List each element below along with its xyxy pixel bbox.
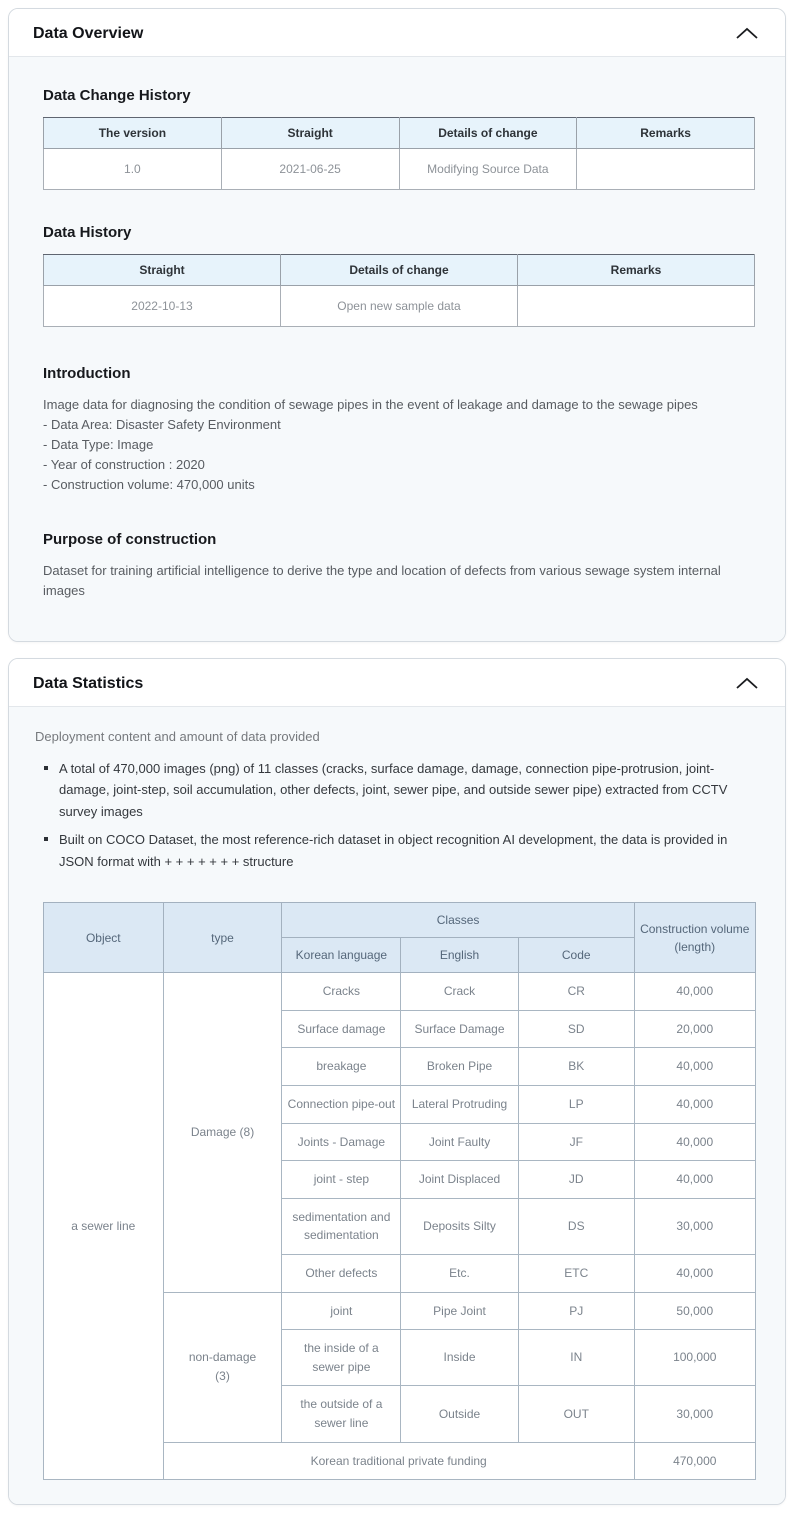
table-cell: Other defects: [282, 1254, 401, 1292]
data-statistics-card: [8, 658, 786, 1505]
table-header-cell: Details of change: [280, 255, 517, 286]
type-group-cell: [163, 1292, 282, 1442]
table-cell: Open new sample data: [280, 286, 517, 327]
table-cell: SD: [518, 1010, 634, 1048]
type-group-line: (3): [215, 1369, 230, 1384]
table-cell: DS: [518, 1198, 634, 1254]
table-cell: the outside of a sewer line: [282, 1386, 401, 1442]
table-cell: JF: [518, 1123, 634, 1161]
table-cell: 100,000: [634, 1330, 755, 1386]
table-cell: Joints - Damage: [282, 1123, 401, 1161]
class-statistics-table: [43, 902, 756, 1480]
table-header-row: [44, 903, 756, 938]
table-cell: 1.0: [44, 149, 222, 190]
data-overview-collapse-button[interactable]: [733, 23, 761, 44]
table-cell: Surface Damage: [401, 1010, 518, 1048]
table-cell: joint: [282, 1292, 401, 1330]
statistics-bullet-list: [35, 758, 755, 872]
table-cell: Joint Faulty: [401, 1123, 518, 1161]
table-cell: ETC: [518, 1254, 634, 1292]
table-cell: Cracks: [282, 973, 401, 1011]
table-header-cell: Details of change: [399, 118, 577, 149]
table-cell: Pipe Joint: [401, 1292, 518, 1330]
table-cell: PJ: [518, 1292, 634, 1330]
table-cell: Surface damage: [282, 1010, 401, 1048]
table-header-cell: The version: [44, 118, 222, 149]
data-statistics-header: [9, 659, 785, 707]
table-cell: LP: [518, 1085, 634, 1123]
table-header-cell: type: [163, 903, 282, 973]
table-cell: the inside of a sewer pipe: [282, 1330, 401, 1386]
table-header-cell: Classes: [282, 903, 634, 938]
total-label-cell: Korean traditional private funding: [163, 1442, 634, 1480]
table-cell: 2021-06-25: [221, 149, 399, 190]
table-row: [44, 973, 756, 1011]
table-header-cell: [634, 903, 755, 973]
table-header-cell: English: [401, 938, 518, 973]
statistics-subtitle: Deployment content and amount of data provided: [35, 729, 320, 744]
chevron-up-icon: [735, 27, 759, 40]
introduction-heading: Introduction: [43, 365, 131, 382]
table-row: [44, 286, 755, 327]
data-statistics-collapse-button[interactable]: [733, 673, 761, 694]
total-value-cell: 470,000: [634, 1442, 755, 1480]
table-cell: joint - step: [282, 1161, 401, 1199]
table-cell: Etc.: [401, 1254, 518, 1292]
data-overview-header: [9, 9, 785, 57]
table-cell: CR: [518, 973, 634, 1011]
header-line: (length): [674, 939, 716, 954]
table-cell: 30,000: [634, 1386, 755, 1442]
introduction-line: - Construction volume: 470,000 units: [43, 477, 255, 492]
introduction-line: - Data Type: Image: [43, 437, 154, 452]
table-header-cell: Korean language: [282, 938, 401, 973]
introduction-line: - Year of construction : 2020: [43, 457, 205, 472]
type-group-cell: Damage (8): [163, 973, 282, 1292]
table-header-cell: Straight: [221, 118, 399, 149]
table-header-row: [44, 255, 755, 286]
table-cell: 40,000: [634, 973, 755, 1011]
table-cell: 30,000: [634, 1198, 755, 1254]
table-header-cell: Code: [518, 938, 634, 973]
table-cell: 20,000: [634, 1010, 755, 1048]
chevron-up-icon: [735, 677, 759, 690]
change-history-heading: Data Change History: [43, 87, 191, 104]
table-row: [44, 149, 755, 190]
table-cell: [518, 286, 755, 327]
table-cell: Lateral Protruding: [401, 1085, 518, 1123]
data-change-history-table: [43, 117, 755, 190]
table-header-cell: Object: [44, 903, 164, 973]
type-group-line: non-damage: [188, 1350, 257, 1365]
table-cell: Joint Displaced: [401, 1161, 518, 1199]
data-history-heading: Data History: [43, 224, 132, 241]
table-cell: 40,000: [634, 1254, 755, 1292]
table-cell: sedimentation and sedimentation: [282, 1198, 401, 1254]
table-cell: BK: [518, 1048, 634, 1086]
table-header-cell: Straight: [44, 255, 281, 286]
table-cell: 50,000: [634, 1292, 755, 1330]
data-statistics-title: Data Statistics: [33, 674, 144, 692]
table-header-cell: Remarks: [518, 255, 755, 286]
table-cell: Inside: [401, 1330, 518, 1386]
bullet-item: A total of 470,000 images (png) of 11 classes (cracks, surface damage, damage, connection pipe-protrusion, joint-damage, joint-step, soil accumulation, other defects, joint, sewer pipe, and outside sewer pipe) extracted from CCTV survey images: [35, 758, 755, 822]
table-cell: Outside: [401, 1386, 518, 1442]
table-cell: Crack: [401, 973, 518, 1011]
table-cell: Modifying Source Data: [399, 149, 577, 190]
table-cell: 40,000: [634, 1161, 755, 1199]
table-cell: Connection pipe-out: [282, 1085, 401, 1123]
table-header-cell: Remarks: [577, 118, 755, 149]
data-statistics-body: [9, 707, 785, 1504]
introduction-line: - Data Area: Disaster Safety Environment: [43, 417, 281, 432]
purpose-heading: Purpose of construction: [43, 531, 217, 548]
header-line: Construction volume: [640, 921, 750, 936]
purpose-text: Dataset for training artificial intelligence to derive the type and location of defects from various sewage system internal images: [43, 563, 721, 598]
table-header-row: [44, 118, 755, 149]
data-overview-card: [8, 8, 786, 642]
data-history-table: [43, 254, 755, 327]
table-cell: 2022-10-13: [44, 286, 281, 327]
table-cell: 40,000: [634, 1085, 755, 1123]
table-cell: breakage: [282, 1048, 401, 1086]
object-cell: a sewer line: [44, 973, 164, 1480]
table-cell: 40,000: [634, 1048, 755, 1086]
table-cell: OUT: [518, 1386, 634, 1442]
bullet-item: Built on COCO Dataset, the most reference-rich dataset in object recognition AI development, the data is provided in JSON format with + + + + + + + structure: [35, 829, 755, 872]
table-cell: Broken Pipe: [401, 1048, 518, 1086]
introduction-line: Image data for diagnosing the condition of sewage pipes in the event of leakage and damage to the sewage pipes: [43, 397, 698, 412]
data-overview-body: [9, 57, 785, 641]
table-cell: 40,000: [634, 1123, 755, 1161]
data-overview-title: Data Overview: [33, 24, 144, 42]
table-cell: JD: [518, 1161, 634, 1199]
table-cell: Deposits Silty: [401, 1198, 518, 1254]
table-cell: [577, 149, 755, 190]
table-cell: IN: [518, 1330, 634, 1386]
